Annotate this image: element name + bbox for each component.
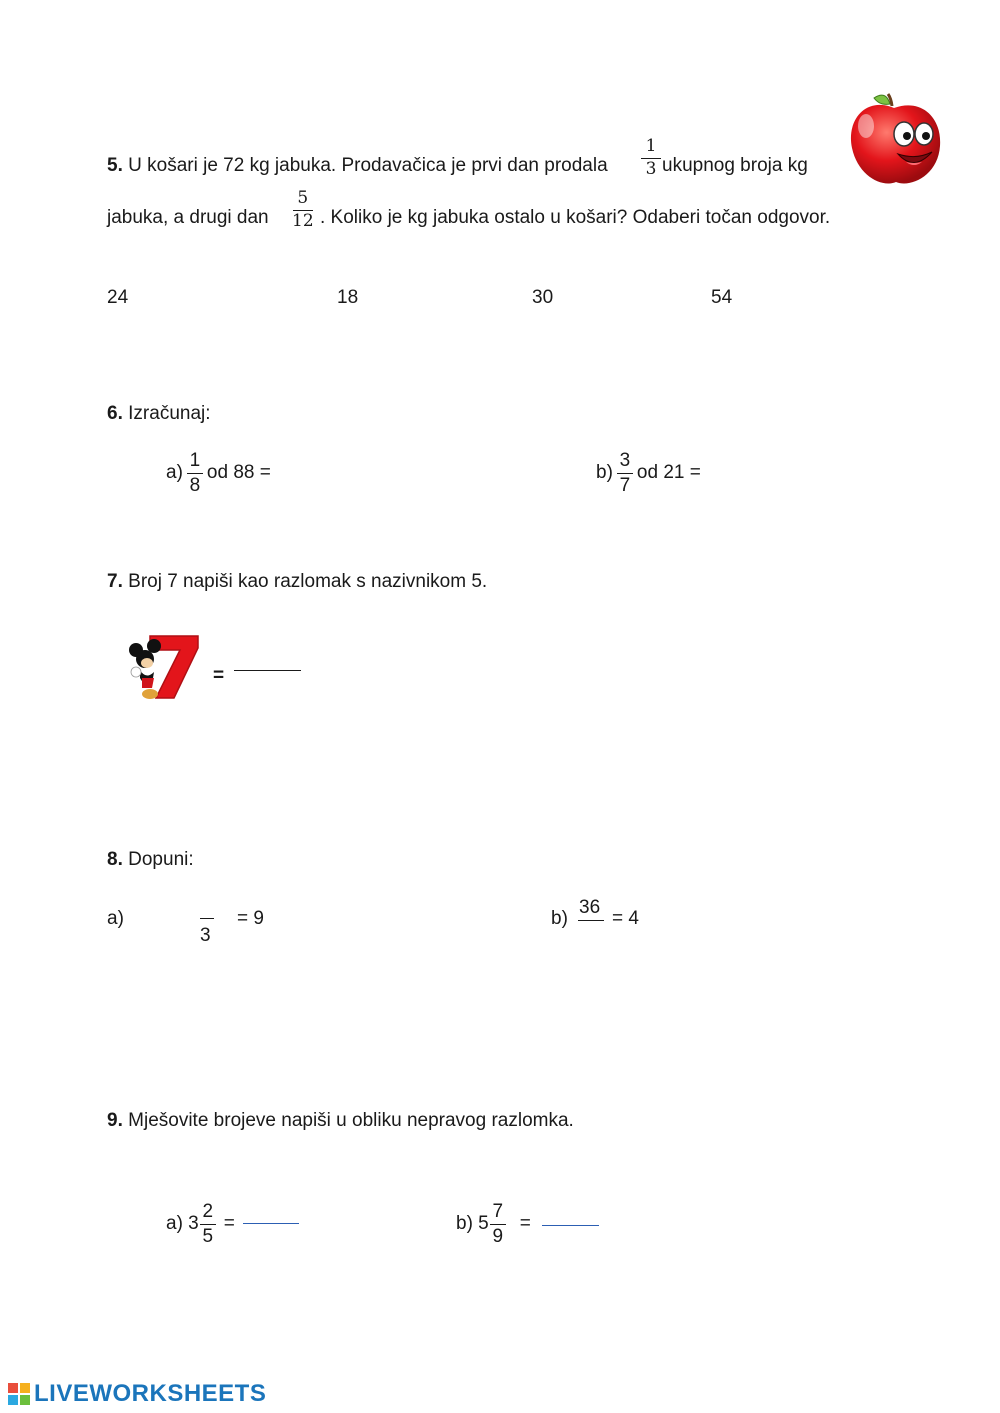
q9-part-b <box>456 1201 531 1248</box>
q6a-denominator: 8 <box>189 474 201 496</box>
q8-text: Dopuni: <box>128 849 194 870</box>
logo-squares-icon <box>8 1383 30 1405</box>
apple-illustration <box>846 90 944 190</box>
q8b-label: b) <box>551 908 568 929</box>
q9b-fraction <box>490 1201 506 1248</box>
q5-line1 <box>107 155 608 177</box>
q5-fraction-1 <box>637 137 665 179</box>
q9b-label: b) 5 <box>456 1213 489 1235</box>
q5-frac2-denominator: 12 <box>292 210 314 231</box>
q8b-tail: = 4 <box>612 908 639 929</box>
q9b-numerator: 7 <box>490 1201 506 1225</box>
q9-part-a <box>166 1201 235 1248</box>
q5-line2-tail: . Koliko je kg jabuka ostalo u košari? Odaberi točan odgovor. <box>320 207 831 228</box>
q6a-fraction <box>187 450 203 497</box>
q6a-label: a) <box>166 462 183 484</box>
q8a-denominator: 3 <box>200 925 211 946</box>
q9b-denominator: 9 <box>492 1225 504 1247</box>
q6b-fraction <box>617 450 633 497</box>
q6b-tail: od 21 = <box>636 462 701 484</box>
q5-fraction-2 <box>284 189 322 231</box>
q5-option-2[interactable]: 18 <box>337 287 359 308</box>
q8a-label: a) <box>107 908 124 929</box>
q8a-numerator-blank[interactable] <box>200 892 216 912</box>
logo-text: LIVEWORKSHEETS <box>34 1380 267 1407</box>
q7-text: Broj 7 napiši kao razlomak s nazivnikom 5. <box>128 571 488 592</box>
q6b-numerator: 3 <box>617 450 633 474</box>
q9b-answer-line[interactable] <box>542 1225 599 1226</box>
q5-frac2-numerator: 5 <box>293 189 313 211</box>
q6b-label: b) <box>596 462 613 484</box>
q9a-answer-line[interactable] <box>243 1223 299 1224</box>
q6a-numerator: 1 <box>187 450 203 474</box>
q7-heading <box>107 571 487 593</box>
q5-option-3[interactable]: 30 <box>532 287 554 308</box>
q6-heading <box>107 403 211 425</box>
q9-heading <box>107 1110 574 1132</box>
q9b-equals: = <box>519 1213 531 1235</box>
q5-frac1-denominator: 3 <box>645 158 657 179</box>
q8-heading <box>107 849 194 871</box>
q5-line1-tail: ukupnog broja kg <box>662 155 808 176</box>
q9a-label: a) 3 <box>166 1213 199 1235</box>
q9a-fraction <box>200 1201 216 1248</box>
q5-option-1[interactable]: 24 <box>107 287 129 308</box>
q6-text: Izračunaj: <box>128 403 211 424</box>
q6-number: 6. <box>107 403 123 424</box>
q7-answer-line[interactable] <box>234 670 301 671</box>
q5-frac1-numerator: 1 <box>641 137 661 159</box>
q9a-equals: = <box>223 1213 235 1235</box>
q8b-denominator-blank[interactable] <box>579 924 603 944</box>
q6a-tail: od 88 = <box>206 462 271 484</box>
q9a-numerator: 2 <box>200 1201 216 1225</box>
q8a-tail: = 9 <box>237 908 264 929</box>
q5-number: 5. <box>107 155 123 176</box>
q6-part-a <box>166 450 271 497</box>
q8a-fraction-bar <box>200 918 214 919</box>
q6-part-b <box>596 450 701 497</box>
q8b-numerator: 36 <box>579 897 601 918</box>
q6b-denominator: 7 <box>619 474 631 496</box>
q8b-fraction-bar <box>578 920 604 921</box>
q9a-denominator: 5 <box>202 1225 214 1247</box>
mickey-seven-illustration <box>128 632 202 702</box>
q5-option-4[interactable]: 54 <box>711 287 733 308</box>
liveworksheets-logo[interactable] <box>8 1380 266 1408</box>
q9-text: Mješovite brojeve napiši u obliku nepravog razlomka. <box>128 1110 574 1131</box>
q8-number: 8. <box>107 849 123 870</box>
q7-number: 7. <box>107 571 123 592</box>
q7-equals: = <box>213 665 225 686</box>
q5-line2: jabuka, a drugi dan <box>107 207 269 228</box>
q5-text: U košari je 72 kg jabuka. Prodavačica je prvi dan prodala <box>128 155 608 176</box>
q9-number: 9. <box>107 1110 123 1131</box>
